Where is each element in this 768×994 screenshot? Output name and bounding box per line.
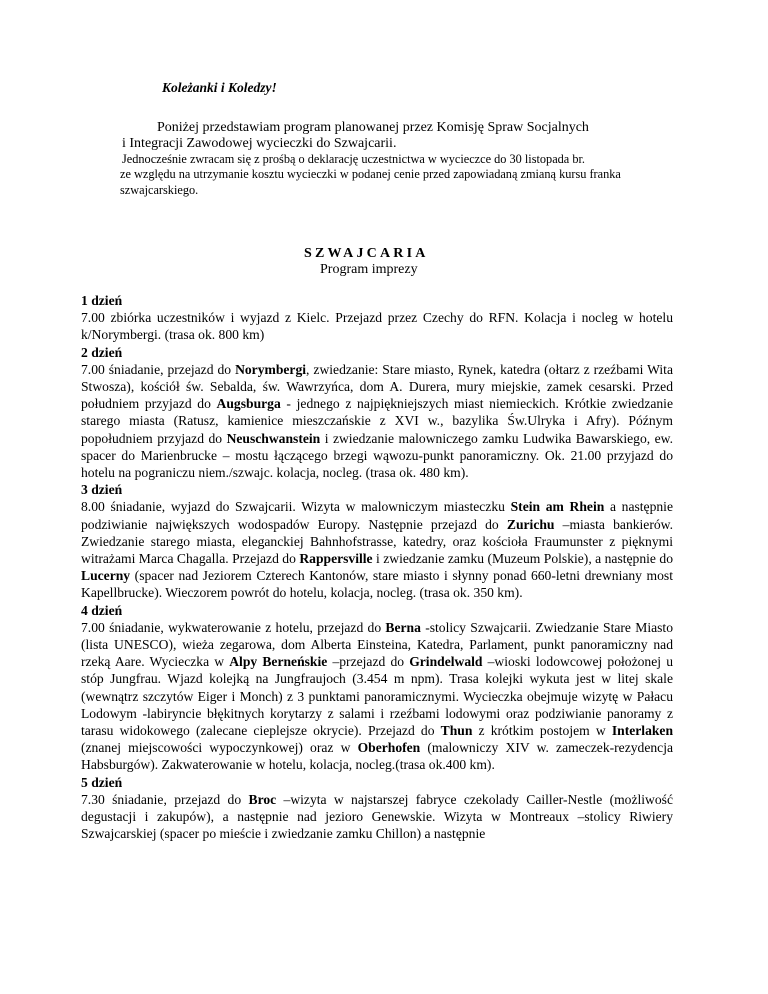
day-heading: 2 dzień (81, 344, 123, 360)
place-name: Neuschwanstein (226, 430, 321, 446)
description-text: 8.00 śniadanie, wyjazd do Szwajcarii. Wizyta w malowniczym miasteczku (81, 499, 511, 515)
description-text: (znanej miejscowości wypoczynkowej) oraz w (81, 740, 358, 756)
place-name: Alpy Berneńskie (229, 654, 328, 670)
day-block (81, 774, 673, 843)
day-heading: 4 dzień (81, 602, 123, 618)
description-text: a następnie podziwianie największych wodospadów Europy. Następnie przejazd do (81, 499, 673, 532)
place-name: Thun (440, 723, 473, 739)
day-heading: 5 dzień (81, 774, 123, 790)
description-text: (malowniczy XIV w. zameczek-rezydencja Habsburgów). Zakwaterowanie w hotelu, kolacja, nocleg.(trasa ok.400 km). (81, 740, 674, 773)
description-text: , zwiedzanie: Stare miasto, Rynek, katedra (ołtarz z rzeźbami Wita Stwosza), kościół św. Sebalda, św. Wawrzyńca, dom A. Durera, mury miejskie, zamek cesarski. Przed południem przyjazd do (81, 361, 673, 412)
place-name: Grindelwald (409, 654, 483, 670)
place-name: Augsburga (216, 396, 281, 412)
place-name: Interlaken (611, 723, 674, 739)
description-text: –wizyta w najstarszej fabryce czekolady Cailler-Nestle (możliwość degustacji i zakupów), a następnie nad jezioro Genewskie. Wizyta w Montreaux –stolicy Riwiery Szwajcarskiej (spacer po mieście i zwiedzanie zamku Chillon) a następnie (81, 791, 673, 842)
day-block (81, 292, 673, 344)
place-name: Berna (385, 619, 421, 635)
day-description (81, 619, 673, 774)
intro-line-1: Poniżej przedstawiam program planowanej przez Komisję Spraw Socjalnych (157, 120, 589, 135)
intro-line-2: i Integracji Zawodowej wycieczki do Szwajcarii. (122, 136, 397, 151)
intro-line-4: ze względu na utrzymanie kosztu wycieczki w podanej cenie przed zapowiadaną zmianą kursu franka (120, 167, 621, 181)
description-text: i zwiedzanie zamku (Muzeum Polskie), a następnie do (372, 551, 673, 567)
day-heading: 3 dzień (81, 482, 123, 498)
place-name: Broc (248, 791, 277, 807)
description-text: z krótkim postojem w (472, 723, 612, 739)
description-text: 7.30 śniadanie, przejazd do (81, 791, 249, 807)
document-title: SZWAJCARIA (304, 246, 429, 261)
description-text: –wioski lodowcowej położonej u stóp Jungfrau. Wjazd kolejką na Jungfraujoch (3.454 m npm). Trasa kolejki wykuta jest w litej skale (wewnątrz szczytów Eiger i Monch) z 3 punktami panoramicznymi. Wycieczka obejmuje wizytę w Pałacu Lodowym -labiryncie błękitnych korytarzy z salami i rzeźbami lodowymi oraz podziwianie panoramy z tarasu widokowego (zalecane cieplejsze okrycie). Przejazd do (81, 654, 673, 739)
day-block (81, 602, 673, 774)
day-block (81, 481, 673, 601)
program-list (81, 292, 673, 843)
place-name: Lucerny (81, 568, 131, 584)
description-text: i zwiedzanie malowniczego zamku Ludwika Bawarskiego, ew. spacer do Marienbrucke – mostu łączącego brzegi wąwozu-punkt panoramiczny. Ok. 21.00 przyjazd do hotelu na pograniczu niem./szwajc. kolacja, nocleg. (trasa ok. 480 km). (81, 430, 673, 481)
day-description (81, 791, 673, 843)
description-text: (spacer nad Jeziorem Czterech Kantonów, stare miasto i słynny ponad 660-letni drewniany most Kapellbrucke). Wieczorem powrót do hotelu, kolacja, nocleg. (trasa ok. 350 km). (81, 568, 673, 601)
place-name: Rappersville (299, 551, 373, 567)
place-name: Oberhofen (357, 740, 421, 756)
day-block (81, 344, 673, 482)
intro-line-3: Jednocześnie zwracam się z prośbą o deklarację uczestnictwa w wycieczce do 30 listopada br. (122, 152, 585, 166)
description-text: 7.00 śniadanie, przejazd do (81, 361, 236, 377)
place-name: Zurichu (506, 516, 555, 532)
description-text: 7.00 śniadanie, wykwaterowanie z hotelu, przejazd do (81, 619, 386, 635)
day-description (81, 498, 673, 601)
place-name: Stein am Rhein (510, 499, 605, 515)
description-text: -stolicy Szwajcarii. Zwiedzanie Stare Miasto (lista UNESCO), wieża zegarowa, dom Alberta Einsteina, Katedra, Parlament, punkt panoramiczny nad rzeką Aare. Wycieczka w (81, 619, 673, 670)
greeting: Koleżanki i Koledzy! (162, 80, 277, 95)
intro-line-5: szwajcarskiego. (120, 183, 199, 197)
description-text: - jednego z najpiękniejszych miast niemieckich. Krótkie zwiedzanie starego miasta (Ratusz, kamienice mieszczańskie z XVI w., bazylika Św.Ulryka i Afry). Późnym popołudniem przyjazd do (81, 396, 673, 446)
description-text: –przejazd do (327, 654, 410, 670)
description-text: –miasta bankierów. Zwiedzanie starego miasta, eleganckiej Bahnhofstrasse, katedry, oraz kościoła Fraumunster z pięknymi witrażami Marca Chagalla. Przejazd do (81, 516, 674, 567)
document-subtitle: Program imprezy (320, 262, 418, 277)
day-description (81, 361, 673, 481)
place-name: Norymbergi (235, 361, 307, 377)
day-description (81, 309, 673, 343)
day-heading: 1 dzień (81, 293, 123, 308)
description-text: 7.00 zbiórka uczestników i wyjazd z Kielc. Przejazd przez Czechy do RFN. Kolacja i nocleg w hotelu k/Norymbergi. (trasa ok. 800 km) (81, 310, 673, 343)
